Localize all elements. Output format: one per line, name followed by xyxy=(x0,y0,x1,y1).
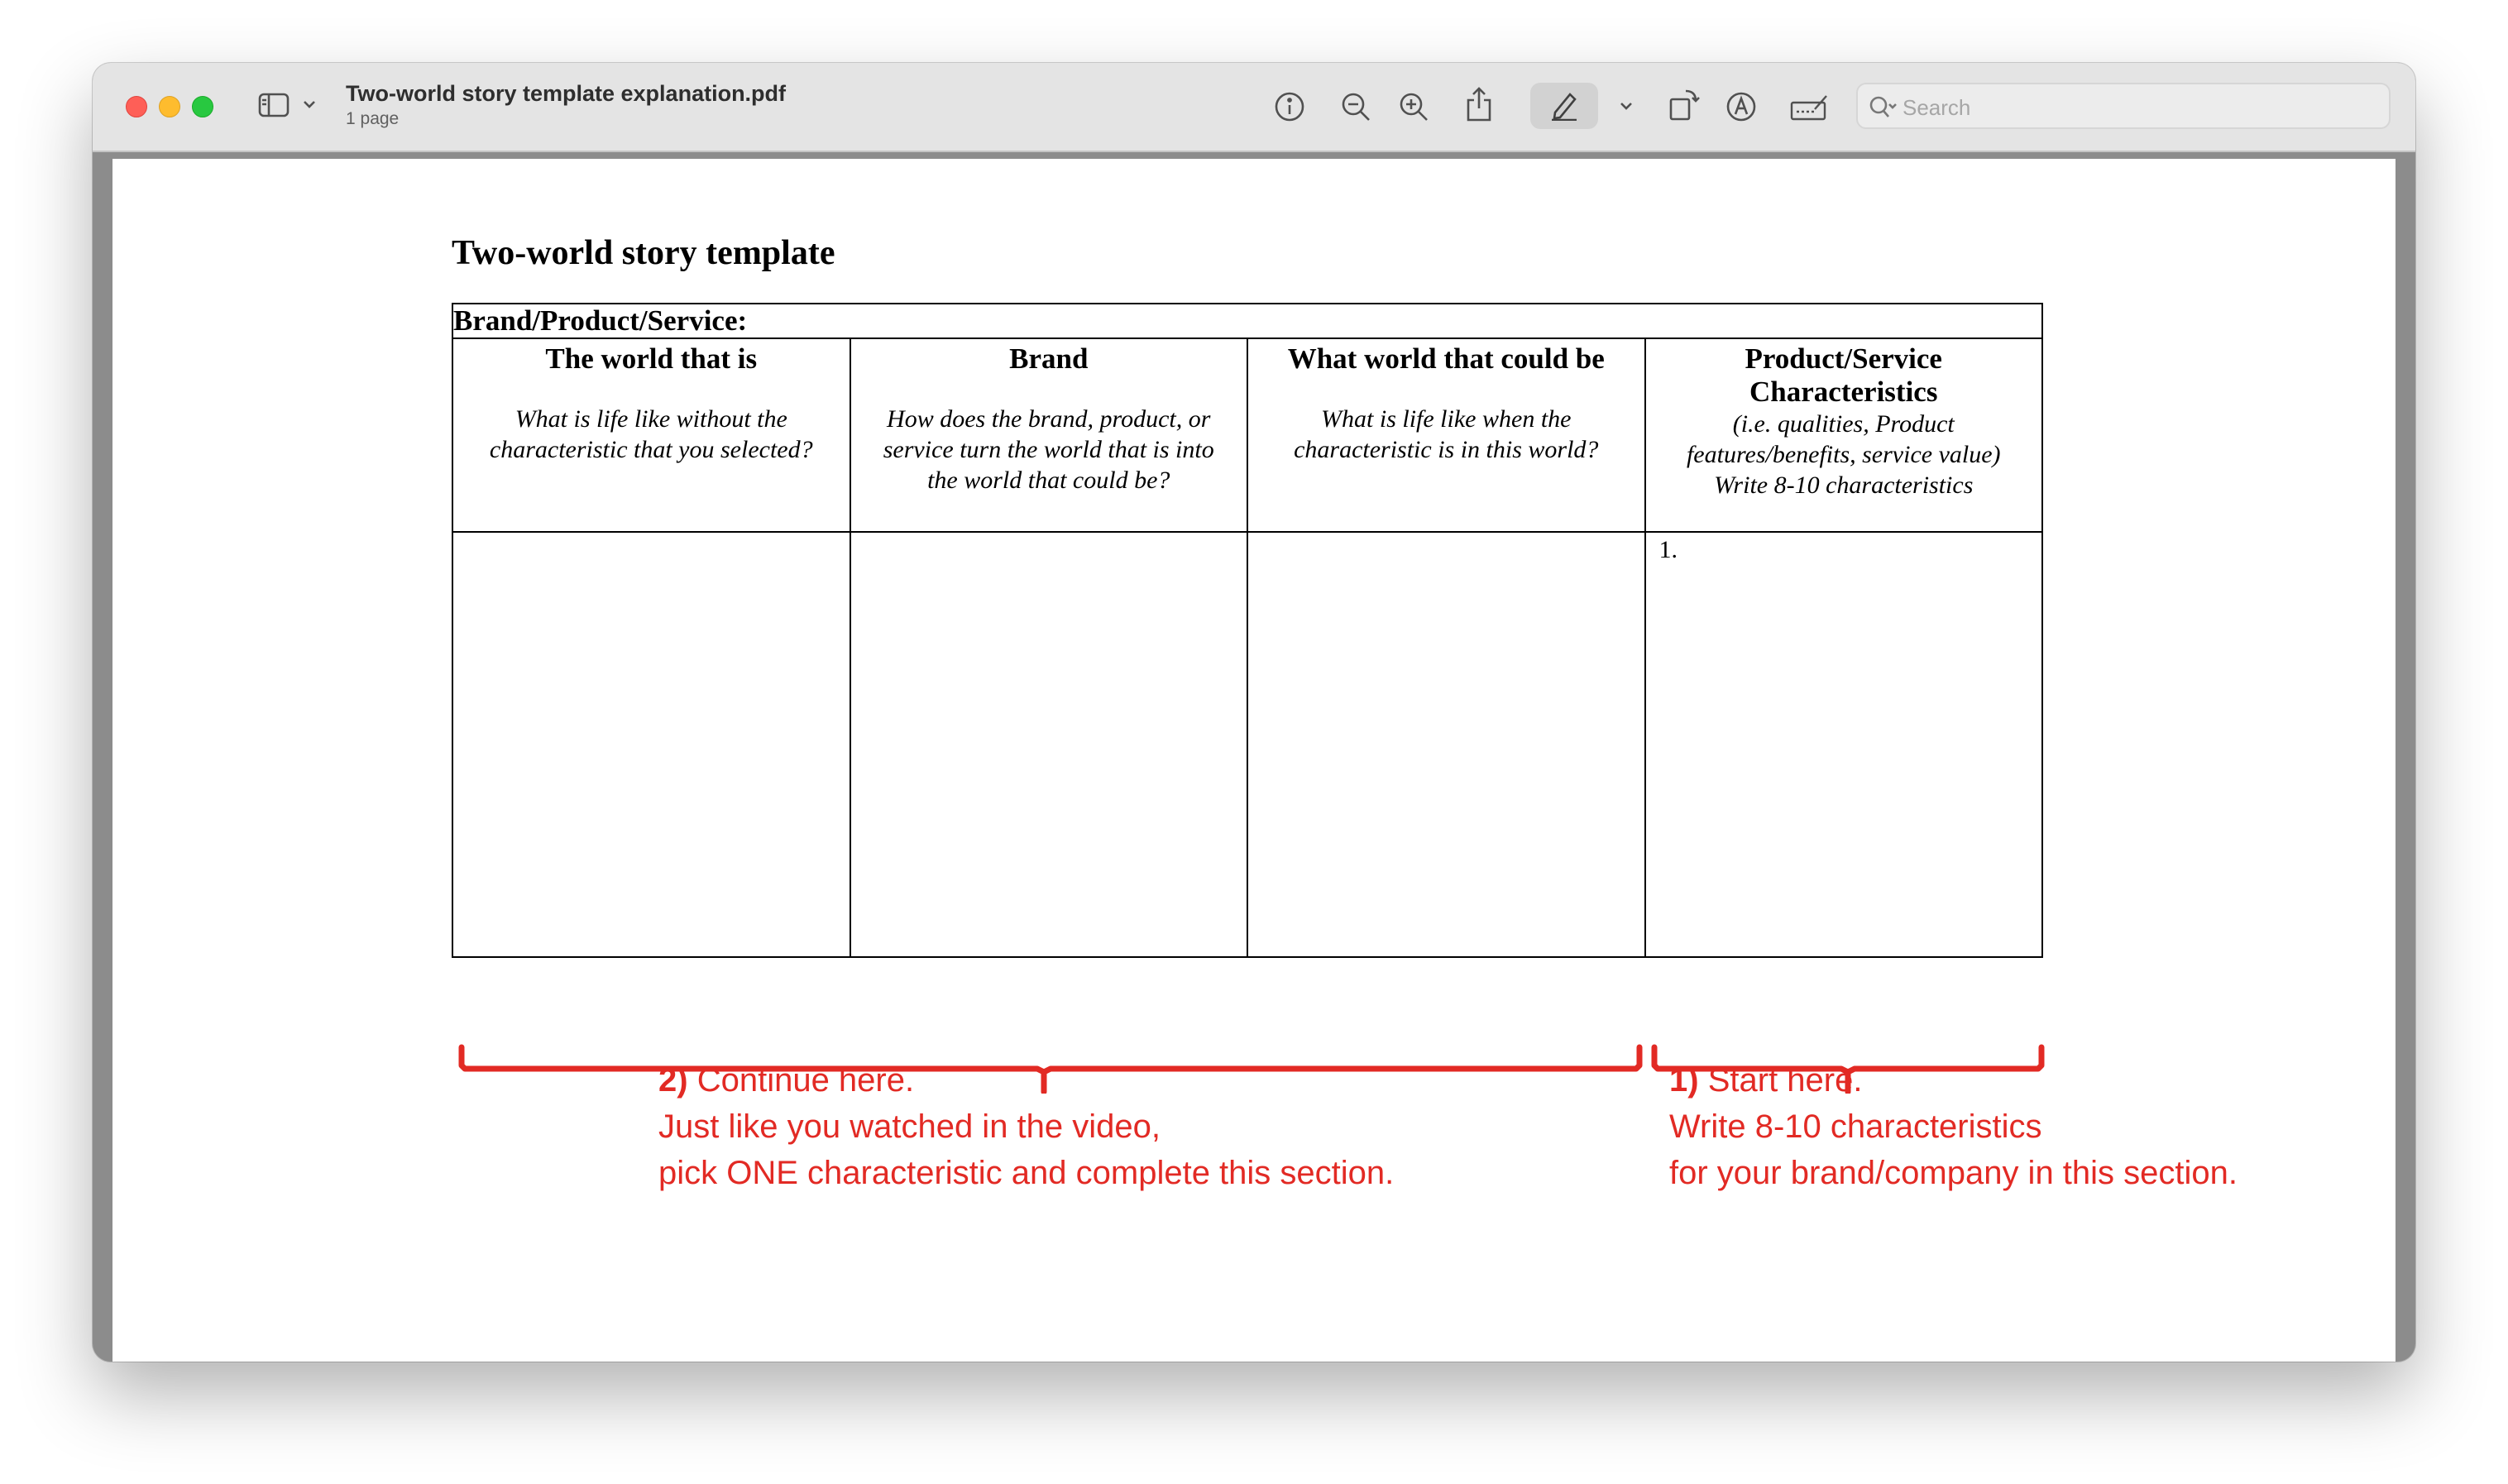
zoom-out-icon[interactable] xyxy=(1340,91,1371,122)
document-title: Two-world story template explanation.pdf xyxy=(346,81,787,106)
search-field[interactable] xyxy=(1856,83,2391,129)
preview-window xyxy=(93,63,2415,1362)
signature-icon[interactable] xyxy=(1790,94,1828,121)
annotate-icon[interactable] xyxy=(1725,91,1757,122)
zoom-in-icon[interactable] xyxy=(1398,91,1429,122)
brand-label: Brand/Product/Service: xyxy=(453,304,748,337)
header-characteristics: Product/Service Characteristics (i.e. qualities, Product features/benefits, service value) Write 8-10 characteristics xyxy=(1645,338,2043,532)
info-icon[interactable] xyxy=(1274,91,1305,122)
header-world-that-is: The world that is What is life like without the characteristic that you selected? xyxy=(452,338,850,532)
two-world-table xyxy=(452,303,2043,958)
annotation-start: 1) Start here. Write 8-10 characteristics for your brand/company in this section. xyxy=(1669,1062,2238,1191)
minimize-button[interactable] xyxy=(159,96,180,117)
markup-pen-icon[interactable] xyxy=(1548,89,1580,121)
rotate-icon[interactable] xyxy=(1668,88,1701,122)
list-start-number: 1. xyxy=(1658,536,1678,563)
annotation-continue: 2) Continue here. Just like you watched in the video, pick ONE characteristic and complete this section. xyxy=(658,1062,1395,1191)
maximize-button[interactable] xyxy=(192,96,213,117)
page-count: 1 page xyxy=(346,109,400,128)
cell-characteristics[interactable] xyxy=(1645,532,2043,957)
header-world-could-be: What world that could be What is life like when the characteristic is in this world? xyxy=(1247,338,1645,532)
chevron-down-icon[interactable] xyxy=(303,99,316,109)
share-icon[interactable] xyxy=(1464,86,1494,122)
chevron-down-icon[interactable] xyxy=(1620,101,1633,111)
header-brand: Brand How does the brand, product, or service turn the world that is into the world that could be? xyxy=(850,338,1248,532)
cell-world-could-be[interactable] xyxy=(1247,532,1645,957)
sidebar-icon[interactable] xyxy=(258,93,290,117)
search-input[interactable] xyxy=(1901,93,2367,122)
cell-world-that-is[interactable] xyxy=(452,532,850,957)
cell-brand[interactable] xyxy=(850,532,1248,957)
search-icon xyxy=(1868,94,1898,123)
page-title: Two-world story template xyxy=(452,234,835,272)
close-button[interactable] xyxy=(126,96,147,117)
pdf-page xyxy=(112,159,2396,1362)
titlebar xyxy=(93,63,2415,152)
brand-product-service-cell[interactable] xyxy=(452,304,2042,338)
